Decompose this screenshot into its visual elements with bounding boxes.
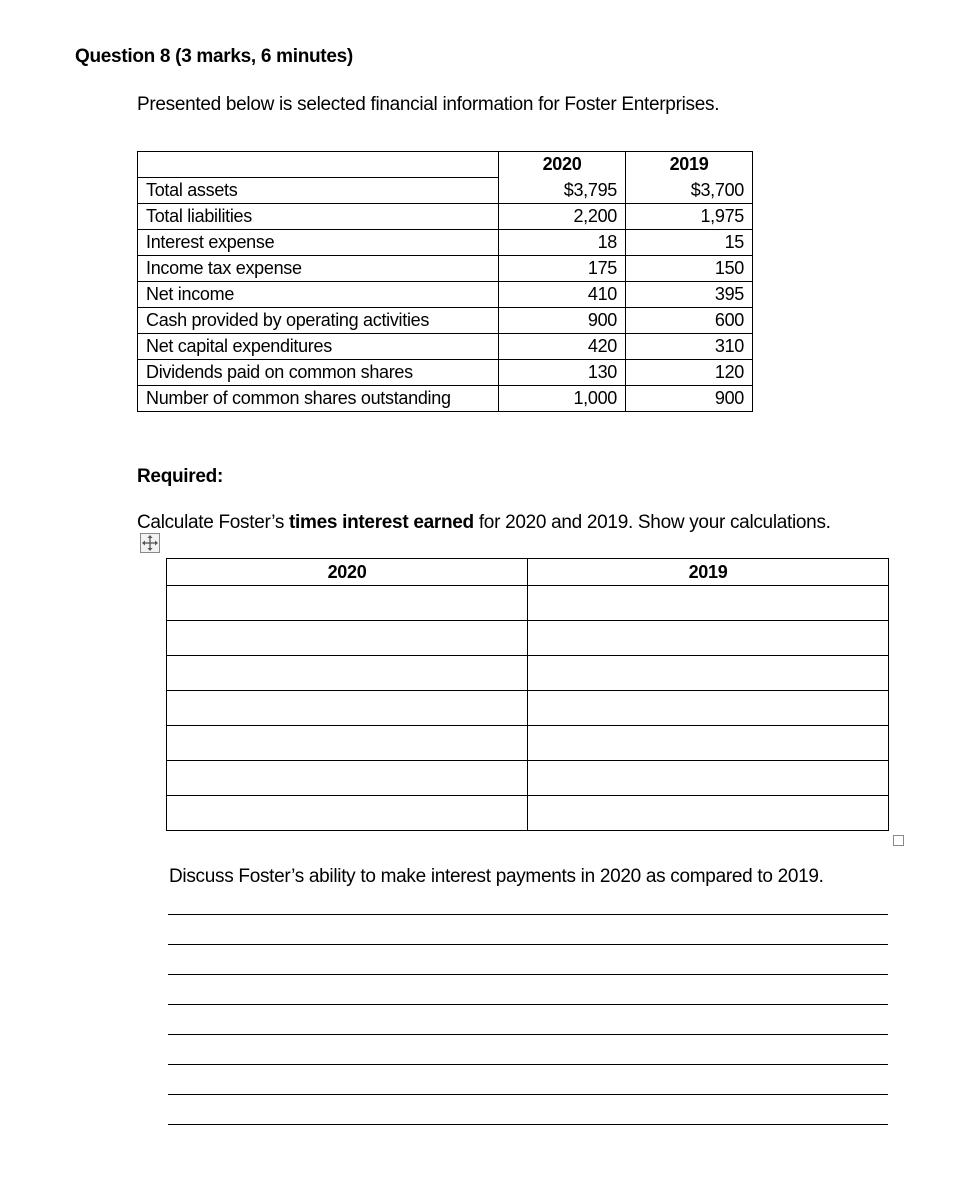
answer-cell-2020[interactable]	[167, 586, 528, 621]
value-2019: $3,700	[626, 178, 753, 204]
table-row	[138, 334, 753, 360]
calculation-instruction	[137, 512, 831, 534]
answer-lines	[168, 914, 888, 1154]
instruction-suffix: for 2020 and 2019. Show your calculations.	[473, 512, 831, 533]
value-2020: 900	[499, 308, 626, 334]
value-2020: 175	[499, 256, 626, 282]
answer-cell-2019[interactable]	[528, 796, 889, 831]
answer-cell-2020[interactable]	[167, 691, 528, 726]
answer-line[interactable]	[168, 1094, 888, 1095]
financial-info-table	[137, 151, 753, 412]
answer-row	[167, 586, 889, 621]
row-label: Interest expense	[138, 230, 499, 256]
answer-row	[167, 621, 889, 656]
row-label: Dividends paid on common shares	[138, 360, 499, 386]
value-2019: 1,975	[626, 204, 753, 230]
value-2019: 150	[626, 256, 753, 282]
row-label: Total assets	[138, 178, 499, 204]
value-2019: 310	[626, 334, 753, 360]
value-2019: 15	[626, 230, 753, 256]
table-row	[138, 178, 753, 204]
row-label: Total liabilities	[138, 204, 499, 230]
answer-line[interactable]	[168, 914, 888, 915]
year-header-2020: 2020	[499, 152, 626, 178]
answer-header-2020: 2020	[167, 559, 528, 586]
financial-table-header-row	[138, 152, 753, 178]
row-label: Net income	[138, 282, 499, 308]
table-row	[138, 386, 753, 412]
table-row	[138, 282, 753, 308]
answer-cell-2019[interactable]	[528, 726, 889, 761]
table-row	[138, 256, 753, 282]
answer-cell-2019[interactable]	[528, 691, 889, 726]
answer-header-row	[167, 559, 889, 586]
answer-cell-2019[interactable]	[528, 621, 889, 656]
table-row	[138, 308, 753, 334]
table-row	[138, 230, 753, 256]
answer-cell-2020[interactable]	[167, 726, 528, 761]
row-label: Income tax expense	[138, 256, 499, 282]
value-2020: 410	[499, 282, 626, 308]
value-2020: 2,200	[499, 204, 626, 230]
answer-line[interactable]	[168, 1034, 888, 1035]
answer-row	[167, 656, 889, 691]
answer-line[interactable]	[168, 1064, 888, 1065]
answer-line[interactable]	[168, 974, 888, 975]
answer-line[interactable]	[168, 1004, 888, 1005]
row-label: Net capital expenditures	[138, 334, 499, 360]
table-row	[138, 360, 753, 386]
instruction-prefix: Calculate Foster’s	[137, 512, 289, 533]
table-resize-icon[interactable]	[893, 835, 904, 846]
answer-row	[167, 761, 889, 796]
value-2020: 130	[499, 360, 626, 386]
move-arrows-icon	[141, 534, 159, 552]
answer-row	[167, 796, 889, 831]
answer-cell-2019[interactable]	[528, 586, 889, 621]
discussion-prompt: Discuss Foster’s ability to make interest payments in 2020 as compared to 2019.	[169, 866, 824, 887]
table-move-icon[interactable]	[140, 533, 160, 553]
required-heading: Required:	[137, 466, 223, 487]
answer-cell-2019[interactable]	[528, 656, 889, 691]
answer-cell-2020[interactable]	[167, 621, 528, 656]
row-label: Cash provided by operating activities	[138, 308, 499, 334]
answer-cell-2020[interactable]	[167, 656, 528, 691]
year-header-2019: 2019	[626, 152, 753, 178]
question-title: Question 8 (3 marks, 6 minutes)	[75, 46, 353, 67]
instruction-emphasis: times interest earned	[289, 512, 474, 533]
row-label: Number of common shares outstanding	[138, 386, 499, 412]
answer-row	[167, 691, 889, 726]
answer-cell-2020[interactable]	[167, 796, 528, 831]
intro-text: Presented below is selected financial information for Foster Enterprises.	[137, 94, 720, 115]
value-2020: $3,795	[499, 178, 626, 204]
value-2020: 18	[499, 230, 626, 256]
value-2019: 395	[626, 282, 753, 308]
value-2019: 120	[626, 360, 753, 386]
answer-cell-2020[interactable]	[167, 761, 528, 796]
answer-line[interactable]	[168, 944, 888, 945]
value-2019: 600	[626, 308, 753, 334]
answer-table	[166, 558, 889, 831]
table-row	[138, 204, 753, 230]
value-2020: 420	[499, 334, 626, 360]
answer-header-2019: 2019	[528, 559, 889, 586]
answer-row	[167, 726, 889, 761]
value-2020: 1,000	[499, 386, 626, 412]
answer-cell-2019[interactable]	[528, 761, 889, 796]
answer-line[interactable]	[168, 1124, 888, 1125]
value-2019: 900	[626, 386, 753, 412]
financial-table-blank-header	[138, 152, 499, 178]
